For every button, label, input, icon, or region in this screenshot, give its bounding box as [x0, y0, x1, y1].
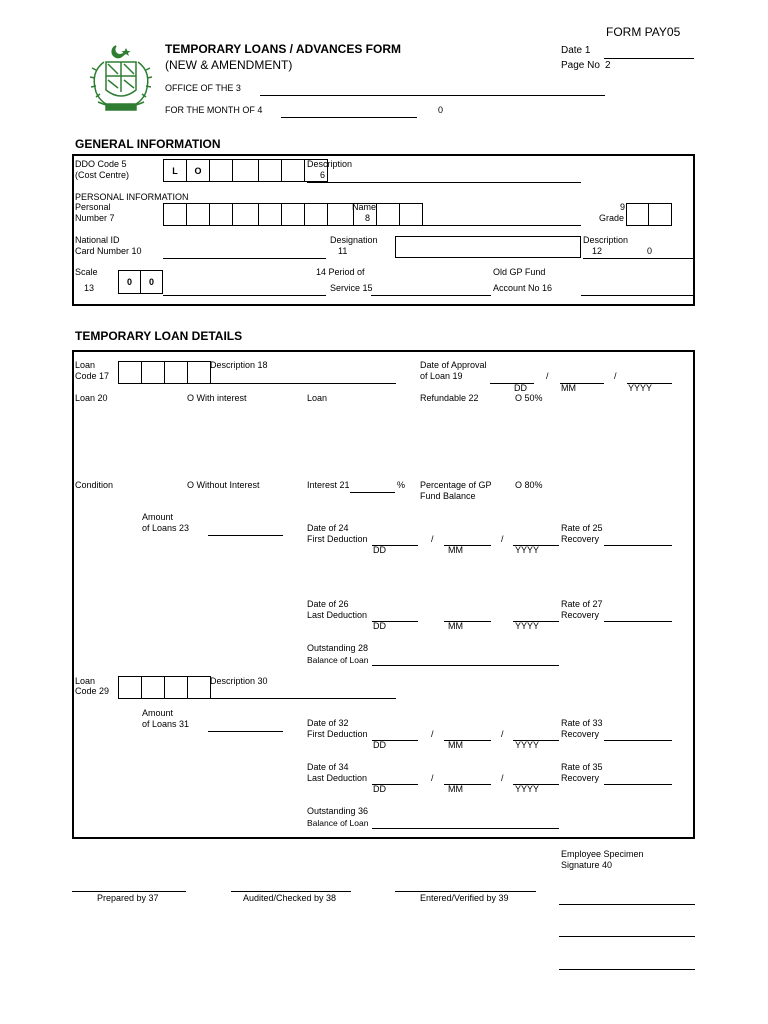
grade-label: Grade [599, 213, 625, 223]
date-32-yyyy-label: YYYY [515, 740, 540, 750]
amount-23-label: Amount [142, 512, 174, 522]
period-field[interactable] [371, 295, 491, 296]
prepared-by-line[interactable] [72, 891, 186, 892]
designation-number: 11 [338, 246, 348, 256]
description-18-label: Description 18 [210, 360, 268, 370]
nic-sublabel: Card Number 10 [75, 246, 142, 256]
page-number: 2 [605, 60, 611, 71]
personal-number-label: Personal [75, 202, 111, 212]
date-34-mm-label: MM [448, 784, 463, 794]
gp-fund-sublabel: Account No 16 [493, 283, 553, 293]
description-2-label: Description [583, 235, 629, 245]
date-32-mm-label: MM [448, 740, 463, 750]
date-32-label: Date of 32 [307, 718, 349, 728]
description-18-field[interactable] [208, 383, 396, 384]
loan-code-17-cell-3[interactable] [164, 361, 188, 384]
date-label: Date 1 [561, 45, 591, 56]
date-32-slash-1: / [431, 729, 434, 739]
amount-31-sublabel: of Loans 31 [142, 719, 190, 729]
loan-code-29-cell-3[interactable] [164, 676, 188, 699]
scale-cell-1[interactable]: 0 [118, 270, 141, 294]
designation-field[interactable] [395, 236, 581, 258]
signature-line-3[interactable] [559, 969, 695, 970]
period-label: 14 Period of [316, 267, 365, 277]
loan-code-29-cell-1[interactable] [118, 676, 142, 699]
loan-word-label: Loan [307, 393, 328, 403]
date-24-slash-2: / [501, 534, 504, 544]
period-sublabel: Service 15 [330, 283, 373, 293]
personal-number-cell-6[interactable] [281, 203, 305, 226]
outstanding-36-field[interactable] [372, 828, 559, 829]
designation-label: Designation [330, 235, 378, 245]
personal-number-sublabel: Number 7 [75, 213, 115, 223]
date-26-dd-label: DD [373, 621, 386, 631]
audited-by-label: Audited/Checked by 38 [243, 893, 337, 903]
scale-number: 13 [84, 283, 95, 293]
date-24-label: Date of 24 [307, 523, 349, 533]
page-label: Page No [561, 60, 600, 71]
name-label: Name [352, 202, 377, 212]
date-26-label: Date of 26 [307, 599, 349, 609]
rate-27-label: Rate of 27 [561, 599, 603, 609]
date-32-slash-2: / [501, 729, 504, 739]
personal-number-cell-3[interactable] [209, 203, 233, 226]
refundable-22-label: Refundable 22 [420, 393, 479, 403]
personal-number-cell-1[interactable] [163, 203, 187, 226]
signature-line-1[interactable] [559, 904, 695, 905]
entered-by-label: Entered/Verified by 39 [420, 893, 509, 903]
approval-slash-1: / [546, 371, 549, 381]
rate-27-field[interactable] [604, 621, 672, 622]
amount-23-field[interactable] [208, 535, 283, 536]
form-title: TEMPORARY LOANS / ADVANCES FORM [165, 42, 402, 56]
rate-35-field[interactable] [604, 784, 672, 785]
date-32-dd-label: DD [373, 740, 386, 750]
ddo-code-cell-1[interactable]: L [163, 159, 187, 182]
month-field[interactable] [281, 117, 417, 118]
approval-date-sublabel: of Loan 19 [420, 371, 463, 381]
description-30-field[interactable] [208, 698, 396, 699]
outstanding-36-sublabel: Balance of Loan [307, 818, 369, 828]
ddo-code-cell-5[interactable] [258, 159, 282, 182]
nic-label: National ID [75, 235, 120, 245]
grade-cell-1[interactable] [626, 203, 649, 226]
date-32-sublabel: First Deduction [307, 729, 368, 739]
date-34-label: Date of 34 [307, 762, 349, 772]
month-label: FOR THE MONTH OF 4 [165, 105, 263, 115]
approval-dd-label: DD [514, 383, 527, 393]
amount-23-sublabel: of Loans 23 [142, 523, 190, 533]
approval-yyyy-label: YYYY [628, 383, 653, 393]
rate-35-sublabel: Recovery [561, 773, 600, 783]
audited-by-line[interactable] [231, 891, 351, 892]
personal-number-cell-4[interactable] [232, 203, 259, 226]
specimen-label: Employee Specimen [561, 849, 644, 859]
loan-20-label: Loan 20 [75, 393, 108, 403]
form-subtitle: (NEW & AMENDMENT) [165, 58, 293, 72]
outstanding-28-sublabel: Balance of Loan [307, 655, 369, 665]
amount-31-label: Amount [142, 708, 174, 718]
loan-code-29-cell-2[interactable] [141, 676, 165, 699]
description-2-number: 12 [592, 246, 603, 256]
scale-label: Scale [75, 267, 98, 277]
without-interest-option[interactable]: O Without Interest [187, 480, 260, 490]
loan-code-29-cell-4[interactable] [187, 676, 211, 699]
prepared-by-label: Prepared by 37 [97, 893, 159, 903]
loan-code-17-label: Loan [75, 360, 96, 370]
form-code: FORM PAY05 [606, 25, 681, 39]
rate-27-sublabel: Recovery [561, 610, 600, 620]
pct-gp-sublabel: Fund Balance [420, 491, 476, 501]
interest-percent-sign: % [397, 480, 406, 490]
date-26-sublabel: Last Deduction [307, 610, 368, 620]
personal-number-cell-10[interactable] [376, 203, 400, 226]
ddo-code-label: DDO Code 5 [75, 159, 127, 169]
grade-number: 9 [620, 202, 626, 212]
description-label: Description [307, 159, 353, 169]
description-field[interactable] [307, 182, 581, 183]
specimen-sublabel: Signature 40 [561, 860, 613, 870]
amount-31-field[interactable] [208, 731, 283, 732]
outstanding-36-label: Outstanding 36 [307, 806, 369, 816]
loan-code-17-sublabel: Code 17 [75, 371, 110, 381]
office-field[interactable] [260, 95, 605, 96]
date-24-mm-label: MM [448, 545, 463, 555]
rate-33-field[interactable] [604, 740, 672, 741]
entered-by-line[interactable] [395, 891, 536, 892]
grade-cell-2[interactable] [648, 203, 672, 226]
rate-33-sublabel: Recovery [561, 729, 600, 739]
ddo-code-cell-6[interactable] [281, 159, 305, 182]
month-value: 0 [438, 105, 444, 115]
gp-fund-label: Old GP Fund [493, 267, 546, 277]
date-34-slash-1: / [431, 773, 434, 783]
date-34-sublabel: Last Deduction [307, 773, 368, 783]
date-field[interactable] [604, 58, 694, 59]
date-24-slash-1: / [431, 534, 434, 544]
office-label: OFFICE OF THE 3 [165, 83, 241, 93]
approval-dd-field[interactable] [490, 383, 534, 384]
date-26-mm-label: MM [448, 621, 463, 631]
scale-field[interactable] [163, 295, 326, 296]
interest-21-label: Interest 21 [307, 480, 350, 490]
rate-25-sublabel: Recovery [561, 534, 600, 544]
outstanding-28-label: Outstanding 28 [307, 643, 369, 653]
outstanding-28-field[interactable] [372, 665, 559, 666]
interest-21-field[interactable] [350, 492, 395, 493]
approval-slash-2: / [614, 371, 617, 381]
general-info-heading: GENERAL INFORMATION [75, 137, 221, 151]
loan-code-29-label: Loan [75, 676, 96, 686]
description-30-label: Description 30 [210, 676, 268, 686]
signature-line-2[interactable] [559, 936, 695, 937]
ddo-code-cell-3[interactable] [209, 159, 233, 182]
rate-33-label: Rate of 33 [561, 718, 603, 728]
refundable-80-option[interactable]: O 80% [515, 480, 543, 490]
personal-number-cell-8[interactable] [327, 203, 354, 226]
refundable-50-option[interactable]: O 50% [515, 393, 543, 403]
loan-details-heading: TEMPORARY LOAN DETAILS [75, 329, 243, 343]
ddo-code-cell-2[interactable]: O [186, 159, 210, 182]
pct-gp-label: Percentage of GP [420, 480, 492, 490]
name-field[interactable] [352, 225, 581, 226]
rate-35-label: Rate of 35 [561, 762, 603, 772]
description-2-field[interactable] [583, 258, 694, 259]
date-26-yyyy-label: YYYY [515, 621, 540, 631]
with-interest-option[interactable]: O With interest [187, 393, 247, 403]
loan-code-17-cell-1[interactable] [118, 361, 142, 384]
date-34-yyyy-label: YYYY [515, 784, 540, 794]
nic-field[interactable] [163, 258, 326, 259]
personal-info-label: PERSONAL INFORMATION [75, 192, 189, 202]
date-34-dd-label: DD [373, 784, 386, 794]
personal-number-cell-7[interactable] [304, 203, 328, 226]
loan-code-17-cell-2[interactable] [141, 361, 165, 384]
rate-25-label: Rate of 25 [561, 523, 603, 533]
personal-number-cell-11[interactable] [399, 203, 423, 226]
date-24-dd-label: DD [373, 545, 386, 555]
ddo-code-cell-4[interactable] [232, 159, 259, 182]
description-number: 6 [320, 170, 326, 180]
condition-label: Condition [75, 480, 114, 490]
personal-number-cell-2[interactable] [186, 203, 210, 226]
rate-25-field[interactable] [604, 545, 672, 546]
loan-code-29-sublabel: Code 29 [75, 686, 110, 696]
scale-cell-2[interactable]: 0 [140, 270, 163, 294]
approval-mm-label: MM [561, 383, 576, 393]
ddo-code-sublabel: (Cost Centre) [75, 170, 130, 180]
loan-code-17-cell-4[interactable] [187, 361, 211, 384]
date-34-slash-2: / [501, 773, 504, 783]
gp-fund-field[interactable] [581, 295, 694, 296]
date-24-yyyy-label: YYYY [515, 545, 540, 555]
personal-number-cell-5[interactable] [258, 203, 282, 226]
government-emblem-icon [86, 42, 156, 116]
name-number: 8 [365, 213, 371, 223]
approval-date-label: Date of Approval [420, 360, 487, 370]
date-24-sublabel: First Deduction [307, 534, 368, 544]
description-2-value: 0 [647, 246, 653, 256]
